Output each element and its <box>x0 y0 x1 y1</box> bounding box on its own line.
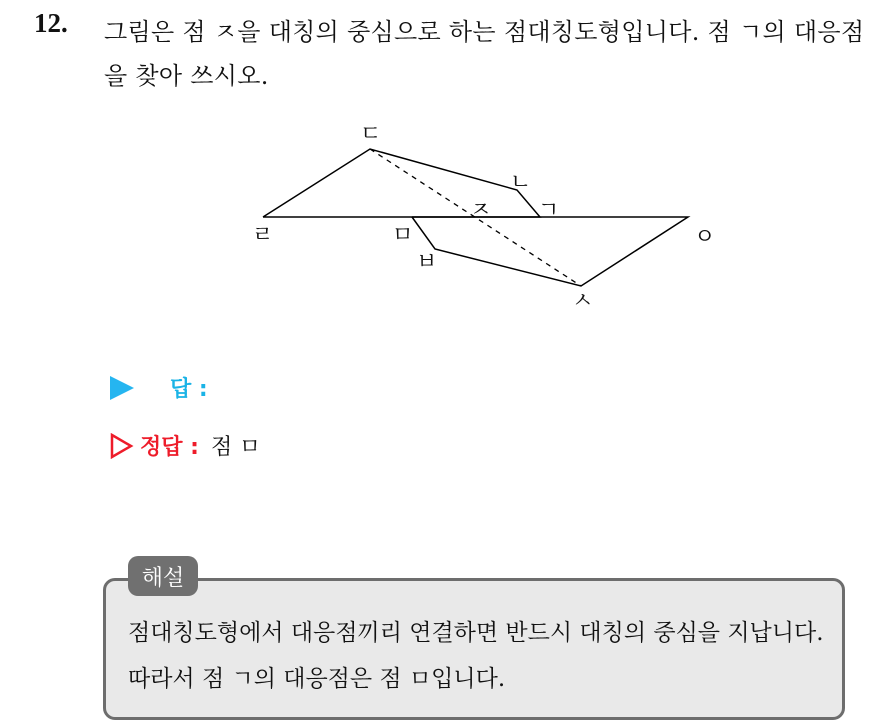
vertex-label-ieung: ㅇ <box>694 225 716 250</box>
play-triangle-icon <box>110 376 134 400</box>
vertex-label-jieut: ㅈ <box>470 198 492 223</box>
question-number: 12. <box>34 8 68 38</box>
correct-answer-value: 점 ㅁ <box>210 435 261 460</box>
question-text: 그림은 점 ㅈ을 대칭의 중심으로 하는 점대칭도형입니다. 점 ㄱ의 대응점을 찾아 쓰시오. <box>104 18 865 90</box>
outline-triangle-icon <box>110 433 134 459</box>
vertex-label-rieul: ㄹ <box>252 223 274 248</box>
answer-label: 답 : <box>170 377 208 402</box>
answer-row <box>110 372 220 403</box>
vertex-label-nieun: ㄴ <box>510 170 532 195</box>
vertex-label-siot: ㅅ <box>572 289 594 314</box>
vertex-label-bieup: ㅂ <box>416 250 438 275</box>
vertex-label-giyeok: ㄱ <box>538 198 560 223</box>
explanation-tab: 해설 <box>128 556 198 596</box>
figure-outline-left <box>263 149 540 217</box>
correct-answer-label: 정답 : <box>140 435 199 460</box>
vertex-label-mieum: ㅁ <box>392 223 414 248</box>
figure-outline-right <box>412 217 688 286</box>
point-symmetric-figure <box>0 0 884 340</box>
vertex-label-digeut: ㄷ <box>360 122 382 147</box>
explanation-text: 점대칭도형에서 대응점끼리 연결하면 반드시 대칭의 중심을 지납니다. 따라서 점 ㄱ의 대응점은 점 ㅁ입니다. <box>128 620 824 692</box>
correct-answer-row <box>110 430 260 461</box>
